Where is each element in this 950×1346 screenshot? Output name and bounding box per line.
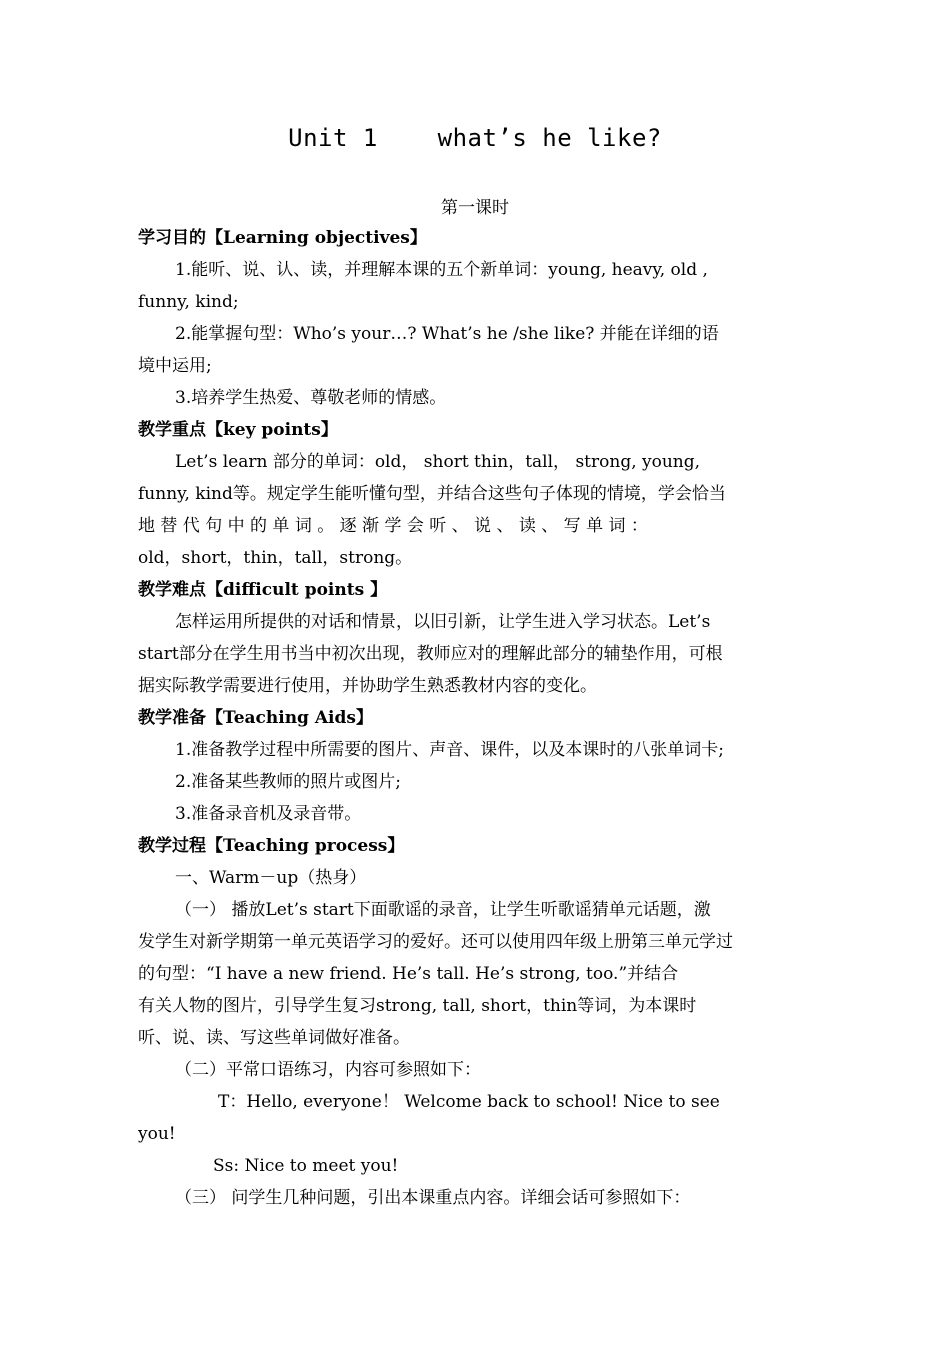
difficult-points-line-1: 怎样运用所提供的对话和情景，以旧引新，让学生进入学习状态。Let’s bbox=[175, 612, 711, 632]
key-points-heading: 教学重点【key points】 bbox=[138, 420, 338, 440]
objectives-item-2-cont: 境中运用; bbox=[138, 356, 212, 376]
objectives-item-1: 1.能听、说、认、读，并理解本课的五个新单词：young, heavy, old , bbox=[175, 260, 708, 280]
page-title: Unit 1 what’s he like? bbox=[288, 124, 662, 152]
process-step-1: （一） 播放Let’s start下面歌谣的录音，让学生听歌谣猜单元话题，激 bbox=[175, 900, 711, 920]
teaching-aids-item-2: 2.准备某些教师的照片或图片; bbox=[175, 772, 401, 792]
lesson-subtitle: 第一课时 bbox=[441, 198, 509, 218]
dialogue-teacher-line: T：Hello, everyone！ Welcome back to school! Nice to see bbox=[218, 1092, 720, 1112]
objectives-item-2: 2.能掌握句型：Who’s your…? What’s he /she like? 并能在详细的语 bbox=[175, 324, 719, 344]
objectives-item-1-cont: funny, kind; bbox=[138, 292, 239, 312]
dialogue-students-line: Ss: Nice to meet you! bbox=[213, 1156, 399, 1176]
key-points-line-3: 地 替 代 句 中 的 单 词 。 逐 渐 学 会 听 、 说 、 读 、 写 单 词 ： bbox=[138, 516, 648, 536]
key-points-line-2: funny, kind等。规定学生能听懂句型，并结合这些句子体现的情境，学会恰当 bbox=[138, 484, 726, 504]
warm-up-heading: 一、Warm－up（热身） bbox=[175, 868, 367, 888]
objectives-heading: 学习目的【Learning objectives】 bbox=[138, 228, 427, 248]
process-step-1-line-5: 听、说、读、写这些单词做好准备。 bbox=[138, 1028, 410, 1048]
teaching-aids-item-3: 3.准备录音机及录音带。 bbox=[175, 804, 362, 824]
process-step-2: （二）平常口语练习，内容可参照如下： bbox=[175, 1060, 481, 1080]
key-points-line-1: Let’s learn 部分的单词：old， short thin，tall， strong, young, bbox=[175, 452, 701, 472]
process-step-3: （三） 问学生几种问题，引出本课重点内容。详细会话可参照如下： bbox=[175, 1188, 691, 1208]
teaching-aids-item-1: 1.准备教学过程中所需要的图片、声音、课件，以及本课时的八张单词卡; bbox=[175, 740, 724, 760]
difficult-points-line-2: start部分在学生用书当中初次出现，教师应对的理解此部分的辅垫作用，可根 bbox=[138, 644, 723, 664]
difficult-points-line-3: 据实际教学需要进行使用，并协助学生熟悉教材内容的变化。 bbox=[138, 676, 597, 696]
process-step-1-line-2: 发学生对新学期第一单元英语学习的爱好。还可以使用四年级上册第三单元学过 bbox=[138, 932, 733, 952]
teaching-process-heading: 教学过程【Teaching process】 bbox=[138, 836, 405, 856]
difficult-points-heading: 教学难点【difficult points 】 bbox=[138, 580, 388, 600]
document-body bbox=[138, 222, 814, 1214]
objectives-item-3: 3.培养学生热爱、尊敬老师的情感。 bbox=[175, 388, 447, 408]
process-step-1-line-3: 的句型：“I have a new friend. He’s tall. He’s strong, too.”并结合 bbox=[138, 964, 679, 984]
teaching-aids-heading: 教学准备【Teaching Aids】 bbox=[138, 708, 373, 728]
dialogue-teacher-line-cont: you! bbox=[138, 1124, 176, 1144]
process-step-1-line-4: 有关人物的图片，引导学生复习strong, tall, short，thin等词，为本课时 bbox=[138, 996, 697, 1016]
key-points-line-4: old，short，thin，tall，strong。 bbox=[138, 548, 413, 568]
